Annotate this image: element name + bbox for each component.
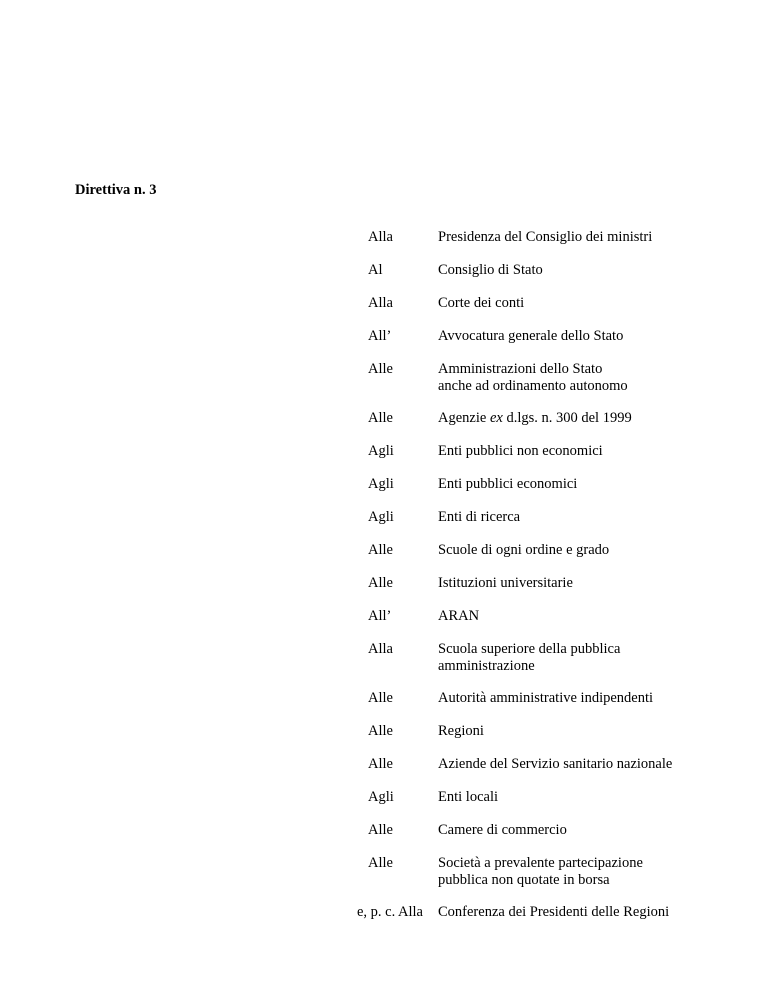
recipient-name: Camere di commercio	[438, 822, 567, 838]
recipient-row	[0, 822, 768, 855]
recipient-preposition: Alla	[368, 295, 393, 311]
recipient-preposition: All’	[368, 328, 392, 344]
recipient-preposition: Alle	[368, 723, 393, 739]
recipient-preposition: Alle	[368, 410, 393, 426]
recipient-name: Presidenza del Consiglio dei ministri	[438, 229, 653, 245]
recipient-name: Enti pubblici economici	[438, 476, 578, 492]
recipient-preposition: Agli	[368, 476, 394, 492]
recipient-name: Aziende del Servizio sanitario nazionale	[438, 756, 673, 772]
recipient-name: Autorità amministrative indipendenti	[438, 690, 654, 706]
recipient-preposition: Agli	[368, 443, 394, 459]
recipient-row	[0, 476, 768, 509]
recipient-preposition: Alle	[368, 361, 393, 377]
recipient-name: Enti locali	[438, 789, 498, 805]
recipient-preposition: Alla	[368, 229, 393, 245]
recipient-row	[0, 542, 768, 575]
recipient-row	[0, 608, 768, 641]
recipient-row	[0, 295, 768, 328]
recipient-name: Consiglio di Stato	[438, 262, 543, 278]
recipient-preposition: Agli	[368, 509, 394, 525]
recipient-row	[0, 262, 768, 295]
recipient-list	[0, 229, 768, 937]
recipient-name: Enti di ricerca	[438, 509, 521, 525]
recipient-row	[0, 723, 768, 756]
recipient-row	[0, 641, 768, 690]
recipient-name: Amministrazioni dello Stato anche ad ordinamento autonomo	[438, 361, 628, 394]
recipient-row	[0, 229, 768, 262]
recipient-preposition: Alle	[368, 575, 393, 591]
recipient-preposition: Alle	[368, 756, 393, 772]
recipient-name: Enti pubblici non economici	[438, 443, 603, 459]
recipient-preposition: Alle	[368, 690, 393, 706]
recipient-name: Conferenza dei Presidenti delle Regioni	[438, 904, 670, 920]
recipient-name: ARAN	[438, 608, 480, 624]
recipient-preposition: Alla	[368, 641, 393, 657]
recipient-name: Corte dei conti	[438, 295, 525, 311]
recipient-row	[0, 575, 768, 608]
recipient-preposition: Al	[368, 262, 383, 278]
recipient-name: Agenzie ex d.lgs. n. 300 del 1999	[438, 410, 632, 426]
recipient-name: Società a prevalente partecipazione pubblica non quotate in borsa	[438, 855, 643, 888]
recipient-row	[0, 756, 768, 789]
recipient-preposition: Alle	[368, 822, 393, 838]
recipient-preposition: e, p. c. Alla	[356, 904, 423, 920]
recipient-preposition: Alle	[368, 542, 393, 558]
recipient-preposition: Alle	[368, 855, 393, 871]
recipient-row	[0, 690, 768, 723]
recipient-name: Avvocatura generale dello Stato	[438, 328, 624, 344]
recipient-name: Istituzioni universitarie	[438, 575, 573, 591]
recipient-preposition: Agli	[368, 789, 394, 805]
document-title: Direttiva n. 3	[75, 182, 157, 198]
recipient-name: Scuola superiore della pubblica amministrazione	[438, 641, 621, 674]
recipient-row	[0, 855, 768, 904]
recipient-row	[0, 443, 768, 476]
recipient-row	[0, 789, 768, 822]
recipient-row	[0, 410, 768, 443]
recipient-row	[0, 509, 768, 542]
recipient-name: Regioni	[438, 723, 484, 739]
recipient-name: Scuole di ogni ordine e grado	[438, 542, 610, 558]
recipient-row	[0, 328, 768, 361]
recipient-row	[0, 361, 768, 410]
recipient-row	[0, 904, 768, 937]
recipient-preposition: All’	[368, 608, 392, 624]
